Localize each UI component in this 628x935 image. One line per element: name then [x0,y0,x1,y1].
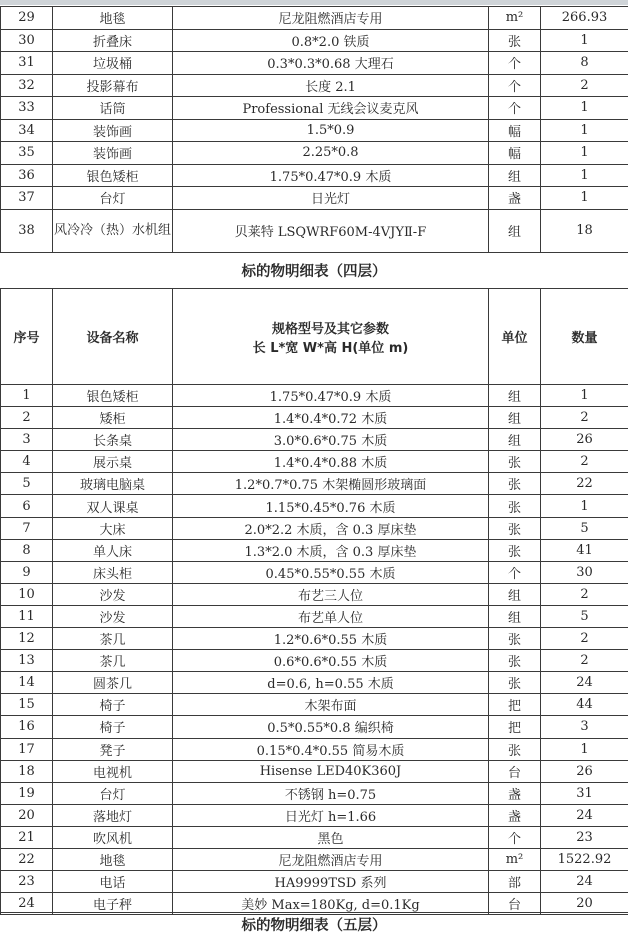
cell-spec: 3.0*0.6*0.75 木质 [173,429,489,451]
cell-name: 单人床 [53,539,173,561]
cell-name: 茶几 [53,628,173,650]
cell-name: 玻璃电脑桌 [53,473,173,495]
cell-spec: 日光灯 [173,187,489,210]
cell-name: 装饰画 [53,142,173,165]
cell-spec: 日光灯 h=1.66 [173,804,489,826]
section-title-fifth-floor: 标的物明细表（五层） [241,918,387,934]
cell-name: 风冷冷（热）水机组 [53,209,173,252]
cell-no: 32 [1,74,53,97]
cell-spec: 1.2*0.6*0.55 木质 [173,628,489,650]
cell-name: 地毯 [53,848,173,870]
cell-no: 37 [1,187,53,210]
cell-unit: 张 [489,495,541,517]
cell-name: 吹风机 [53,826,173,848]
cell-no: 16 [1,716,53,738]
table-body [1,7,628,253]
cell-qty: 26 [541,760,628,782]
header-spec [173,289,489,385]
header-qty: 数量 [541,289,628,385]
table-row [1,561,628,583]
cell-qty: 5 [541,605,628,627]
table-row [1,142,628,165]
cell-qty: 31 [541,782,628,804]
cell-unit: 张 [489,650,541,672]
cell-name: 矮柜 [53,407,173,429]
cell-name: 展示桌 [53,451,173,473]
cell-qty: 23 [541,826,628,848]
cell-unit: 组 [489,605,541,627]
cell-no: 23 [1,871,53,893]
cell-unit: 个 [489,52,541,75]
cell-no: 6 [1,495,53,517]
cell-name: 电话 [53,871,173,893]
cell-spec: HA9999TSD 系列 [173,871,489,893]
cell-qty: 2 [541,628,628,650]
cell-qty: 8 [541,52,628,75]
table-row [1,628,628,650]
cell-qty: 2 [541,650,628,672]
cell-unit: 盏 [489,187,541,210]
cell-unit: 张 [489,29,541,52]
cell-spec: 0.15*0.4*0.55 简易木质 [173,738,489,760]
cell-unit: 组 [489,209,541,252]
cell-unit: 张 [489,628,541,650]
cell-spec: 1.4*0.4*0.72 木质 [173,407,489,429]
cell-qty: 2 [541,74,628,97]
table-row [1,694,628,716]
cell-qty: 1 [541,385,628,407]
table-row [1,804,628,826]
cell-no: 35 [1,142,53,165]
table-row [1,429,628,451]
cell-spec: 尼龙阻燃酒店专用 [173,848,489,870]
cell-spec: 尼龙阻燃酒店专用 [173,7,489,30]
cell-no: 2 [1,407,53,429]
table-header-row [1,289,628,385]
cell-qty: 5 [541,517,628,539]
cell-name: 床头柜 [53,561,173,583]
cell-name: 话筒 [53,97,173,120]
cell-no: 13 [1,650,53,672]
cell-spec: Professional 无线会议麦克风 [173,97,489,120]
cell-unit: 个 [489,561,541,583]
table-row [1,650,628,672]
cell-no: 8 [1,539,53,561]
cell-qty: 18 [541,209,628,252]
cell-qty: 1 [541,119,628,142]
cell-spec: 不锈钢 h=0.75 [173,782,489,804]
cell-qty: 44 [541,694,628,716]
cell-no: 19 [1,782,53,804]
cell-no: 15 [1,694,53,716]
table-row [1,52,628,75]
cell-spec: 黑色 [173,826,489,848]
cell-spec: 1.5*0.9 [173,119,489,142]
cell-unit: 张 [489,738,541,760]
cell-spec: 1.75*0.47*0.9 木质 [173,385,489,407]
cell-qty: 24 [541,672,628,694]
table-row [1,738,628,760]
cell-name: 台灯 [53,187,173,210]
cell-name: 沙发 [53,605,173,627]
cell-no: 31 [1,52,53,75]
cell-spec: 0.45*0.55*0.55 木质 [173,561,489,583]
table-row [1,495,628,517]
cell-name: 沙发 [53,583,173,605]
cell-qty: 24 [541,871,628,893]
table-row [1,826,628,848]
cell-name: 椅子 [53,716,173,738]
cell-no: 20 [1,804,53,826]
cell-no: 21 [1,826,53,848]
cell-unit: 组 [489,429,541,451]
cell-no: 9 [1,561,53,583]
cell-no: 18 [1,760,53,782]
cell-name: 投影幕布 [53,74,173,97]
table-row [1,583,628,605]
cell-spec: 2.0*2.2 木质，含 0.3 厚床垫 [173,517,489,539]
cell-spec: 布艺单人位 [173,605,489,627]
cell-unit: 张 [489,672,541,694]
table-row [1,97,628,120]
table-row [1,517,628,539]
table-row [1,848,628,870]
cell-name: 大床 [53,517,173,539]
cell-spec: 1.4*0.4*0.88 木质 [173,451,489,473]
cell-unit: 张 [489,539,541,561]
header-name: 设备名称 [53,289,173,385]
cell-spec: 1.2*0.7*0.75 木架椭圆形玻璃面 [173,473,489,495]
table-body [1,385,628,915]
cell-spec: 木架布面 [173,694,489,716]
cell-no: 10 [1,583,53,605]
cell-unit: 台 [489,893,541,915]
cell-name: 装饰画 [53,119,173,142]
table-row [1,473,628,495]
table-row [1,29,628,52]
cell-qty: 41 [541,539,628,561]
cell-name: 垃圾桶 [53,52,173,75]
cell-name: 银色矮柜 [53,385,173,407]
cell-no: 34 [1,119,53,142]
cell-qty: 20 [541,893,628,915]
cell-spec: 布艺三人位 [173,583,489,605]
table-fourth-floor [0,288,628,915]
cell-qty: 2 [541,583,628,605]
table-row [1,209,628,252]
cell-no: 24 [1,893,53,915]
cell-no: 5 [1,473,53,495]
cell-name: 圆茶几 [53,672,173,694]
cell-no: 14 [1,672,53,694]
cell-unit: 幅 [489,119,541,142]
cell-unit: m² [489,7,541,30]
cell-no: 11 [1,605,53,627]
cell-spec: 2.25*0.8 [173,142,489,165]
cell-spec: 贝莱特 LSQWRF60M-4VJYⅡ-F [173,209,489,252]
cell-no: 4 [1,451,53,473]
table-row [1,187,628,210]
table-row [1,7,628,30]
cell-no: 38 [1,209,53,252]
cell-unit: 个 [489,826,541,848]
table-bottom-border [0,912,628,913]
table-row [1,385,628,407]
cell-unit: 幅 [489,142,541,165]
cell-name: 茶几 [53,650,173,672]
cell-no: 30 [1,29,53,52]
cell-no: 33 [1,97,53,120]
table-row [1,164,628,187]
cell-name: 凳子 [53,738,173,760]
cell-unit: 把 [489,716,541,738]
cell-qty: 1522.92 [541,848,628,870]
cell-unit: 台 [489,760,541,782]
cell-no: 12 [1,628,53,650]
cell-spec: d=0.6, h=0.55 木质 [173,672,489,694]
cell-unit: 张 [489,473,541,495]
cell-no: 7 [1,517,53,539]
cell-unit: 部 [489,871,541,893]
table-row [1,539,628,561]
cell-unit: 组 [489,385,541,407]
cell-unit: 组 [489,583,541,605]
cell-unit: 组 [489,164,541,187]
header-spec-line1: 规格型号及其它参数 [271,321,389,337]
cell-name: 双人课桌 [53,495,173,517]
cell-spec: Hisense LED40K360J [173,760,489,782]
cell-spec: 1.15*0.45*0.76 木质 [173,495,489,517]
cell-name: 电子秤 [53,893,173,915]
table-row [1,605,628,627]
cell-name: 折叠床 [53,29,173,52]
cell-qty: 1 [541,738,628,760]
cell-no: 29 [1,7,53,30]
section-title-fourth-floor: 标的物明细表（四层） [241,264,387,280]
cell-name: 长条桌 [53,429,173,451]
cell-spec: 1.3*2.0 木质，含 0.3 厚床垫 [173,539,489,561]
cell-name: 银色矮柜 [53,164,173,187]
cell-no: 1 [1,385,53,407]
cell-spec: 0.3*0.3*0.68 大理石 [173,52,489,75]
table-row [1,760,628,782]
cell-spec: 0.6*0.6*0.55 木质 [173,650,489,672]
cell-qty: 1 [541,164,628,187]
header-spec-line2: 长 L*宽 W*高 H(单位 m) [252,340,409,356]
cell-spec: 0.8*2.0 铁质 [173,29,489,52]
cell-unit: m² [489,848,541,870]
cell-unit: 张 [489,517,541,539]
cell-qty: 266.93 [541,7,628,30]
cell-spec: 1.75*0.47*0.9 木质 [173,164,489,187]
cell-no: 3 [1,429,53,451]
cell-qty: 26 [541,429,628,451]
cell-qty: 22 [541,473,628,495]
cell-qty: 3 [541,716,628,738]
cell-qty: 1 [541,97,628,120]
cell-spec: 美妙 Max=180Kg, d=0.1Kg [173,893,489,915]
cell-unit: 盏 [489,804,541,826]
cell-name: 地毯 [53,7,173,30]
cell-spec: 0.5*0.55*0.8 编织椅 [173,716,489,738]
table-row [1,407,628,429]
table-row [1,119,628,142]
table-row [1,451,628,473]
cell-unit: 盏 [489,782,541,804]
cell-name: 椅子 [53,694,173,716]
cell-unit: 张 [489,451,541,473]
table-row [1,716,628,738]
cell-qty: 30 [541,561,628,583]
cell-qty: 1 [541,142,628,165]
cell-no: 17 [1,738,53,760]
header-no: 序号 [1,289,53,385]
cell-unit: 组 [489,407,541,429]
cell-name: 落地灯 [53,804,173,826]
table-row [1,672,628,694]
cell-no: 22 [1,848,53,870]
cell-qty: 24 [541,804,628,826]
cell-name: 台灯 [53,782,173,804]
cell-unit: 个 [489,74,541,97]
cell-name: 电视机 [53,760,173,782]
cell-no: 36 [1,164,53,187]
cell-unit: 把 [489,694,541,716]
cell-qty: 1 [541,495,628,517]
cell-qty: 1 [541,187,628,210]
table-third-floor-continued [0,6,628,253]
cell-spec: 长度 2.1 [173,74,489,97]
table-row [1,871,628,893]
scan-top-edge [0,0,628,5]
table-row [1,74,628,97]
header-unit: 单位 [489,289,541,385]
cell-qty: 2 [541,407,628,429]
cell-qty: 2 [541,451,628,473]
cell-unit: 个 [489,97,541,120]
cell-qty: 1 [541,29,628,52]
table-row [1,782,628,804]
